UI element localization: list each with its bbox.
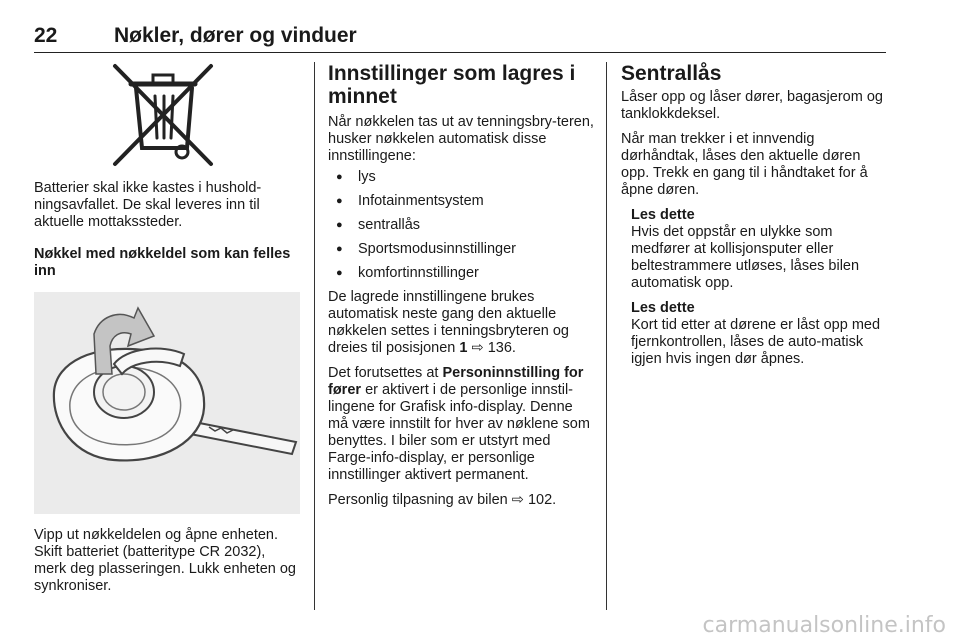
battery-disposal-text: Batterier skal ikke kastes i hushold-ningsavfallet. De skal leveres inn til aktuelle mottakssteder. (34, 180, 262, 230)
list-item: ● sentrallås (328, 217, 594, 234)
memory-settings-intro: Når nøkkelen tas ut av tenningsbry-teren, husker nøkkelen automatisk disse innstillingene: (328, 114, 594, 164)
list-item: ● Infotainmentsystem (328, 193, 594, 210)
central-locking-description: Låser opp og låser dører, bagasjerom og tanklokkdeksel. (621, 89, 883, 122)
folding-key-battery-illustration (34, 292, 300, 514)
column-middle (328, 62, 594, 509)
memory-settings-heading: Innstillinger som lagres i minnet (328, 62, 576, 108)
page-reference[interactable]: 136. (487, 340, 516, 356)
page-title: Nøkler, dører og vinduer (114, 24, 357, 47)
ignition-position: 1 (459, 340, 468, 356)
column-right (621, 62, 887, 368)
list-item: ● Sportsmodusinnstillinger (328, 241, 594, 258)
column-divider (606, 62, 607, 610)
memory-settings-list (328, 169, 594, 282)
page-reference-icon: ⇨ (511, 492, 524, 508)
note-text: Hvis det oppstår en ulykke som medfører at kollisjonsputer eller beltestrammere utløses, låses bilen automatisk opp. (631, 224, 860, 291)
crossed-out-wheelie-bin-icon (111, 62, 215, 168)
personalization-reference-text: Personlig tilpasning av bilen ⇨ 102. (328, 492, 557, 508)
note-title: Les dette (631, 207, 695, 223)
note-text: Kort tid etter at dørene er låst opp med fjernkontrollen, låses de auto-matisk igjen hvis ingen dør åpnes. (631, 317, 881, 367)
watermark: carmanualsonline.info (702, 613, 946, 638)
key-section-heading: Nøkkel med nøkkeldel som kan felles inn (34, 246, 291, 279)
page-number: 22 (34, 24, 58, 47)
page-reference-icon: ⇨ (471, 340, 484, 356)
personalization-requirement-text: Det forutsettes at Personinnstilling for fører er aktivert i de personlige innstil-lingene for Grafisk info-display. Denne må være innstilt for hver av nøklene som benyttes. I biler som er utstyrt med Farge-info-display, er personlige innstillinger aktivert permanent. (328, 365, 590, 483)
note-box (631, 207, 887, 292)
door-handle-text: Når man trekker i et innvendig dørhåndtak, låses den aktuelle døren opp. Trekk en gang til i håndtaket for å åpne døren. (621, 131, 868, 198)
note-box (631, 300, 887, 368)
list-item: ● lys (328, 169, 594, 186)
page-reference[interactable]: 102. (527, 492, 557, 508)
list-item: ● komfortinnstillinger (328, 265, 594, 282)
column-divider (314, 62, 315, 610)
key-battery-instructions: Vipp ut nøkkeldelen og åpne enheten. Skift batteriet (batteritype CR 2032), merk deg plasseringen. Lukk enheten og synkroniser. (34, 527, 296, 594)
central-locking-heading: Sentrallås (621, 62, 722, 85)
page-header (34, 24, 886, 53)
note-title: Les dette (631, 300, 695, 316)
memory-settings-usage-text: De lagrede innstillingene brukes automatisk neste gang den aktuelle nøkkelen settes i tenningsbryteren og dreies til posisjonen 1 ⇨ 136. (328, 289, 569, 356)
